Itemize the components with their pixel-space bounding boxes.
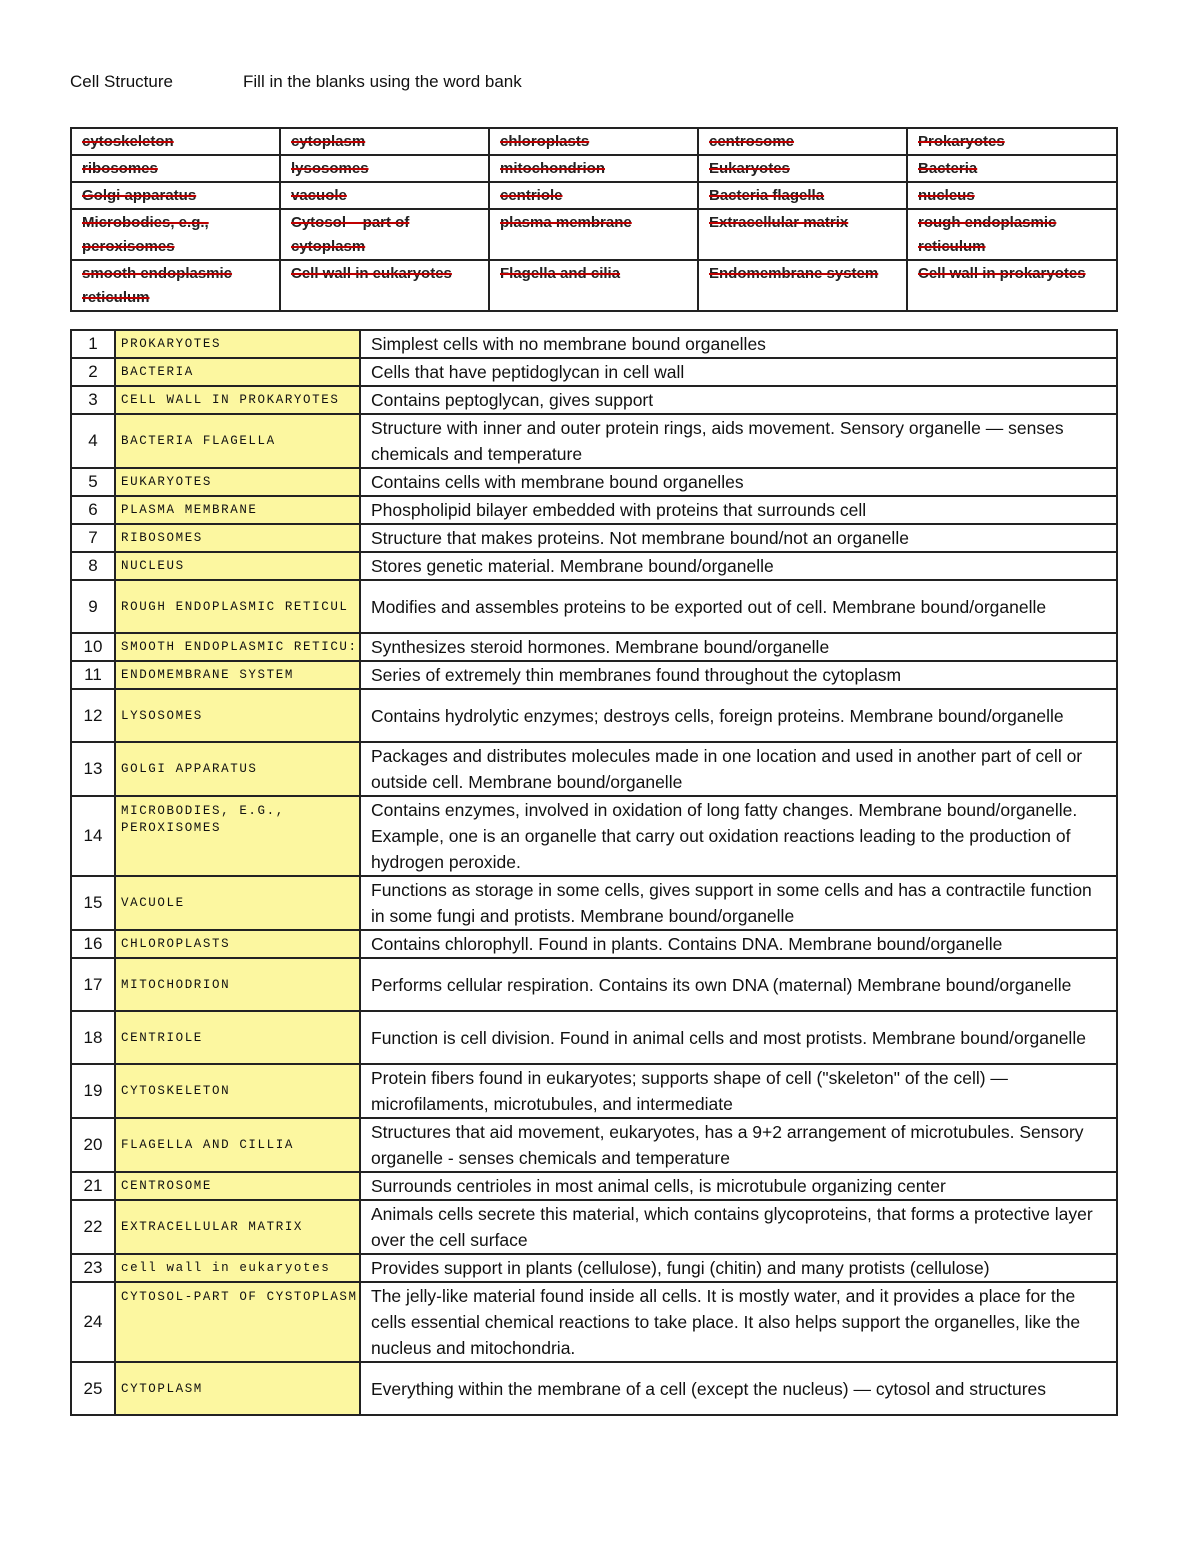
word-bank-term: nucleus	[907, 182, 1117, 209]
table-row	[71, 661, 1117, 689]
definition: Contains peptoglycan, gives support	[360, 386, 1117, 414]
page-header	[70, 72, 522, 92]
table-row	[71, 1118, 1117, 1172]
answer-term: ROUGH ENDOPLASMIC RETICUL	[115, 580, 360, 633]
row-number: 16	[71, 930, 115, 958]
page-title: Cell Structure	[70, 72, 173, 91]
word-bank-term: Cell wall in eukaryotes	[280, 260, 489, 311]
row-number: 18	[71, 1011, 115, 1064]
answer-term: BACTERIA	[115, 358, 360, 386]
definition: Everything within the membrane of a cell (except the nucleus) — cytosol and structures	[360, 1362, 1117, 1415]
row-number: 22	[71, 1200, 115, 1254]
table-row	[71, 552, 1117, 580]
answer-term: CYTOPLASM	[115, 1362, 360, 1415]
definition: Functions as storage in some cells, gives support in some cells and has a contractile function in some fungi and protists. Membrane bound/organelle	[360, 876, 1117, 930]
answer-term: GOLGI APPARATUS	[115, 742, 360, 796]
definition: The jelly-like material found inside all cells. It is mostly water, and it provides a place for the cells essential chemical reactions to take place. It also helps support the organelles, like the nucleus and mitochondria.	[360, 1282, 1117, 1362]
word-bank-term: centrosome	[698, 128, 907, 155]
table-row	[71, 414, 1117, 468]
row-number: 9	[71, 580, 115, 633]
definition: Structure with inner and outer protein rings, aids movement. Sensory organelle — senses chemicals and temperature	[360, 414, 1117, 468]
word-bank-row	[71, 182, 1117, 209]
row-number: 13	[71, 742, 115, 796]
row-number: 10	[71, 633, 115, 661]
table-row	[71, 742, 1117, 796]
table-row	[71, 496, 1117, 524]
answer-term: BACTERIA FLAGELLA	[115, 414, 360, 468]
answer-term: LYSOSOMES	[115, 689, 360, 742]
word-bank-term: Endomembrane system	[698, 260, 907, 311]
answer-table	[70, 329, 1118, 1416]
table-row	[71, 958, 1117, 1011]
word-bank-term: chloroplasts	[489, 128, 698, 155]
word-bank-term: Bacteria	[907, 155, 1117, 182]
answer-term: PROKARYOTES	[115, 330, 360, 358]
row-number: 2	[71, 358, 115, 386]
table-row	[71, 1200, 1117, 1254]
table-row	[71, 1064, 1117, 1118]
word-bank-term: Cell wall in prokaryotes	[907, 260, 1117, 311]
word-bank-term: centriole	[489, 182, 698, 209]
answer-term: CYTOSOL-PART OF CYSTOPLASM	[115, 1282, 360, 1362]
row-number: 5	[71, 468, 115, 496]
row-number: 19	[71, 1064, 115, 1118]
table-row	[71, 633, 1117, 661]
definition: Series of extremely thin membranes found throughout the cytoplasm	[360, 661, 1117, 689]
word-bank-term: Golgi apparatus	[71, 182, 280, 209]
word-bank-term: Microbodies, e.g., peroxisomes	[71, 209, 280, 260]
word-bank-term: Bacteria flagella	[698, 182, 907, 209]
word-bank-term: Flagella and cilia	[489, 260, 698, 311]
word-bank-term: ribosomes	[71, 155, 280, 182]
table-row	[71, 330, 1117, 358]
row-number: 6	[71, 496, 115, 524]
word-bank-term: lysosomes	[280, 155, 489, 182]
definition: Contains enzymes, involved in oxidation of long fatty changes. Membrane bound/organelle. Example, one is an organelle that carry out oxidation reactions leading to the production of hydrogen peroxide.	[360, 796, 1117, 876]
row-number: 25	[71, 1362, 115, 1415]
table-row	[71, 468, 1117, 496]
word-bank-term: cytoplasm	[280, 128, 489, 155]
definition: Contains hydrolytic enzymes; destroys cells, foreign proteins. Membrane bound/organelle	[360, 689, 1117, 742]
definition: Contains cells with membrane bound organelles	[360, 468, 1117, 496]
row-number: 11	[71, 661, 115, 689]
row-number: 23	[71, 1254, 115, 1282]
table-row	[71, 358, 1117, 386]
answer-term: ENDOMEMBRANE SYSTEM	[115, 661, 360, 689]
definition: Provides support in plants (cellulose), fungi (chitin) and many protists (cellulose)	[360, 1254, 1117, 1282]
word-bank-term: rough endoplasmic reticulum	[907, 209, 1117, 260]
table-row	[71, 1282, 1117, 1362]
word-bank-row	[71, 260, 1117, 311]
row-number: 4	[71, 414, 115, 468]
word-bank-term: Eukaryotes	[698, 155, 907, 182]
table-row	[71, 1362, 1117, 1415]
definition: Synthesizes steroid hormones. Membrane bound/organelle	[360, 633, 1117, 661]
table-row	[71, 689, 1117, 742]
word-bank-term: Cytosol – part of cytoplasm	[280, 209, 489, 260]
word-bank-term: Prokaryotes	[907, 128, 1117, 155]
word-bank-term: Extracellular matrix	[698, 209, 907, 260]
definition: Performs cellular respiration. Contains its own DNA (maternal) Membrane bound/organelle	[360, 958, 1117, 1011]
definition: Surrounds centrioles in most animal cells, is microtubule organizing center	[360, 1172, 1117, 1200]
answer-term: EUKARYOTES	[115, 468, 360, 496]
definition: Stores genetic material. Membrane bound/organelle	[360, 552, 1117, 580]
row-number: 12	[71, 689, 115, 742]
table-row	[71, 580, 1117, 633]
table-row	[71, 386, 1117, 414]
answer-term: FLAGELLA AND CILLIA	[115, 1118, 360, 1172]
definition: Structure that makes proteins. Not membrane bound/not an organelle	[360, 524, 1117, 552]
table-row	[71, 524, 1117, 552]
definition: Phospholipid bilayer embedded with proteins that surrounds cell	[360, 496, 1117, 524]
definition: Function is cell division. Found in animal cells and most protists. Membrane bound/organelle	[360, 1011, 1117, 1064]
answer-term: MICROBODIES, E.G., PEROXISOMES	[115, 796, 360, 876]
answer-term: VACUOLE	[115, 876, 360, 930]
instructions: Fill in the blanks using the word bank	[243, 72, 522, 91]
word-bank-table	[70, 127, 1118, 312]
answer-term: CHLOROPLASTS	[115, 930, 360, 958]
table-row	[71, 796, 1117, 876]
row-number: 3	[71, 386, 115, 414]
definition: Simplest cells with no membrane bound organelles	[360, 330, 1117, 358]
table-row	[71, 876, 1117, 930]
row-number: 14	[71, 796, 115, 876]
answer-term: CENTROSOME	[115, 1172, 360, 1200]
word-bank-term: vacuole	[280, 182, 489, 209]
definition: Modifies and assembles proteins to be exported out of cell. Membrane bound/organelle	[360, 580, 1117, 633]
word-bank-row	[71, 155, 1117, 182]
word-bank-term: mitochondrion	[489, 155, 698, 182]
definition: Animals cells secrete this material, which contains glycoproteins, that forms a protective layer over the cell surface	[360, 1200, 1117, 1254]
answer-term: MITOCHODRION	[115, 958, 360, 1011]
row-number: 7	[71, 524, 115, 552]
table-row	[71, 930, 1117, 958]
word-bank-term: cytoskeleton	[71, 128, 280, 155]
word-bank-term: plasma membrane	[489, 209, 698, 260]
answer-term: CYTOSKELETON	[115, 1064, 360, 1118]
table-row	[71, 1172, 1117, 1200]
definition: Protein fibers found in eukaryotes; supports shape of cell ("skeleton" of the cell) — microfilaments, microtubules, and intermediate	[360, 1064, 1117, 1118]
definition: Cells that have peptidoglycan in cell wall	[360, 358, 1117, 386]
definition: Structures that aid movement, eukaryotes, has a 9+2 arrangement of microtubules. Sensory organelle - senses chemicals and temperature	[360, 1118, 1117, 1172]
answer-term: RIBOSOMES	[115, 524, 360, 552]
answer-term: NUCLEUS	[115, 552, 360, 580]
definition: Packages and distributes molecules made in one location and used in another part of cell or outside cell. Membrane bound/organelle	[360, 742, 1117, 796]
answer-term: CENTRIOLE	[115, 1011, 360, 1064]
table-row	[71, 1254, 1117, 1282]
table-row	[71, 1011, 1117, 1064]
row-number: 20	[71, 1118, 115, 1172]
row-number: 1	[71, 330, 115, 358]
definition: Contains chlorophyll. Found in plants. Contains DNA. Membrane bound/organelle	[360, 930, 1117, 958]
row-number: 24	[71, 1282, 115, 1362]
answer-term: EXTRACELLULAR MATRIX	[115, 1200, 360, 1254]
answer-term: cell wall in eukaryotes	[115, 1254, 360, 1282]
answer-term: PLASMA MEMBRANE	[115, 496, 360, 524]
row-number: 17	[71, 958, 115, 1011]
row-number: 8	[71, 552, 115, 580]
answer-term: SMOOTH ENDOPLASMIC RETICU:	[115, 633, 360, 661]
word-bank-term: smooth endoplasmic reticulum	[71, 260, 280, 311]
word-bank-row	[71, 209, 1117, 260]
row-number: 21	[71, 1172, 115, 1200]
row-number: 15	[71, 876, 115, 930]
answer-term: CELL WALL IN PROKARYOTES	[115, 386, 360, 414]
word-bank-row	[71, 128, 1117, 155]
